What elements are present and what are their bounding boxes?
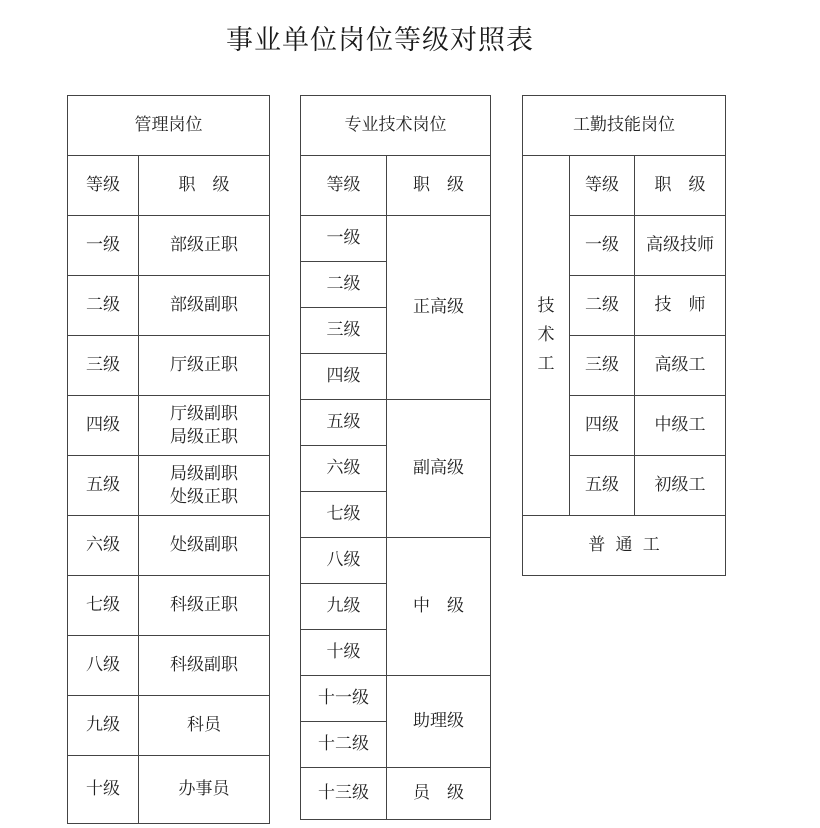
worker-rank: 初级工 bbox=[635, 456, 726, 516]
management-rank-line: 处级正职 bbox=[170, 486, 238, 507]
technical-grade: 七级 bbox=[301, 492, 387, 538]
management-grade: 一级 bbox=[68, 216, 139, 276]
worker-grade: 二级 bbox=[570, 276, 635, 336]
technical-grade: 十二级 bbox=[301, 722, 387, 768]
worker-grade: 五级 bbox=[570, 456, 635, 516]
worker-rank: 中级工 bbox=[635, 396, 726, 456]
worker-category-char: 工 bbox=[537, 353, 555, 374]
management-rank: 厅级正职 bbox=[139, 336, 270, 396]
management-col-grade: 等级 bbox=[68, 156, 139, 216]
management-grade: 六级 bbox=[68, 516, 139, 576]
worker-rank: 技 师 bbox=[635, 276, 726, 336]
management-rank-line: 局级正职 bbox=[170, 426, 238, 447]
technical-grade: 三级 bbox=[301, 308, 387, 354]
page-title: 事业单位岗位等级对照表 bbox=[226, 25, 534, 56]
worker-grade: 三级 bbox=[570, 336, 635, 396]
technical-rank: 员 级 bbox=[387, 768, 491, 820]
technical-grade: 五级 bbox=[301, 400, 387, 446]
management-grade: 四级 bbox=[68, 396, 139, 456]
management-rank bbox=[139, 396, 270, 456]
technical-grade: 二级 bbox=[301, 262, 387, 308]
management-rank: 部级正职 bbox=[139, 216, 270, 276]
worker-category bbox=[523, 156, 570, 516]
technical-grade: 一级 bbox=[301, 216, 387, 262]
technical-col-grade: 等级 bbox=[301, 156, 387, 216]
technical-grade: 十一级 bbox=[301, 676, 387, 722]
management-grade: 三级 bbox=[68, 336, 139, 396]
management-grade: 五级 bbox=[68, 456, 139, 516]
management-grade: 八级 bbox=[68, 636, 139, 696]
technical-grade: 九级 bbox=[301, 584, 387, 630]
management-grade: 二级 bbox=[68, 276, 139, 336]
worker-rank: 高级工 bbox=[635, 336, 726, 396]
management-rank-line: 厅级副职 bbox=[170, 403, 238, 424]
worker-grade: 一级 bbox=[570, 216, 635, 276]
technical-grade: 十级 bbox=[301, 630, 387, 676]
worker-category-char: 术 bbox=[537, 325, 555, 346]
technical-rank: 助理级 bbox=[387, 676, 491, 768]
management-grade: 十级 bbox=[68, 756, 139, 824]
management-header: 管理岗位 bbox=[68, 96, 270, 156]
worker-col-rank: 职 级 bbox=[635, 156, 726, 216]
technical-rank: 副高级 bbox=[387, 400, 491, 538]
worker-general: 普通工 bbox=[523, 516, 726, 576]
worker-header: 工勤技能岗位 bbox=[523, 96, 726, 156]
management-rank-line: 局级副职 bbox=[170, 463, 238, 484]
technical-grade: 四级 bbox=[301, 354, 387, 400]
worker-rank: 高级技师 bbox=[635, 216, 726, 276]
management-rank bbox=[139, 456, 270, 516]
management-grade: 九级 bbox=[68, 696, 139, 756]
technical-grade: 十三级 bbox=[301, 768, 387, 820]
technical-grade: 六级 bbox=[301, 446, 387, 492]
management-rank: 科员 bbox=[139, 696, 270, 756]
management-table bbox=[67, 95, 270, 824]
management-rank: 科级正职 bbox=[139, 576, 270, 636]
technical-table bbox=[300, 95, 491, 820]
worker-grade: 四级 bbox=[570, 396, 635, 456]
technical-header: 专业技术岗位 bbox=[301, 96, 491, 156]
technical-rank: 正高级 bbox=[387, 216, 491, 400]
management-grade: 七级 bbox=[68, 576, 139, 636]
technical-rank: 中 级 bbox=[387, 538, 491, 676]
management-col-rank: 职 级 bbox=[139, 156, 270, 216]
worker-col-grade: 等级 bbox=[570, 156, 635, 216]
management-rank: 处级副职 bbox=[139, 516, 270, 576]
worker-table bbox=[522, 95, 726, 576]
worker-category-char: 技 bbox=[537, 296, 555, 317]
management-rank: 科级副职 bbox=[139, 636, 270, 696]
management-rank: 部级副职 bbox=[139, 276, 270, 336]
management-rank: 办事员 bbox=[139, 756, 270, 824]
technical-col-rank: 职 级 bbox=[387, 156, 491, 216]
technical-grade: 八级 bbox=[301, 538, 387, 584]
